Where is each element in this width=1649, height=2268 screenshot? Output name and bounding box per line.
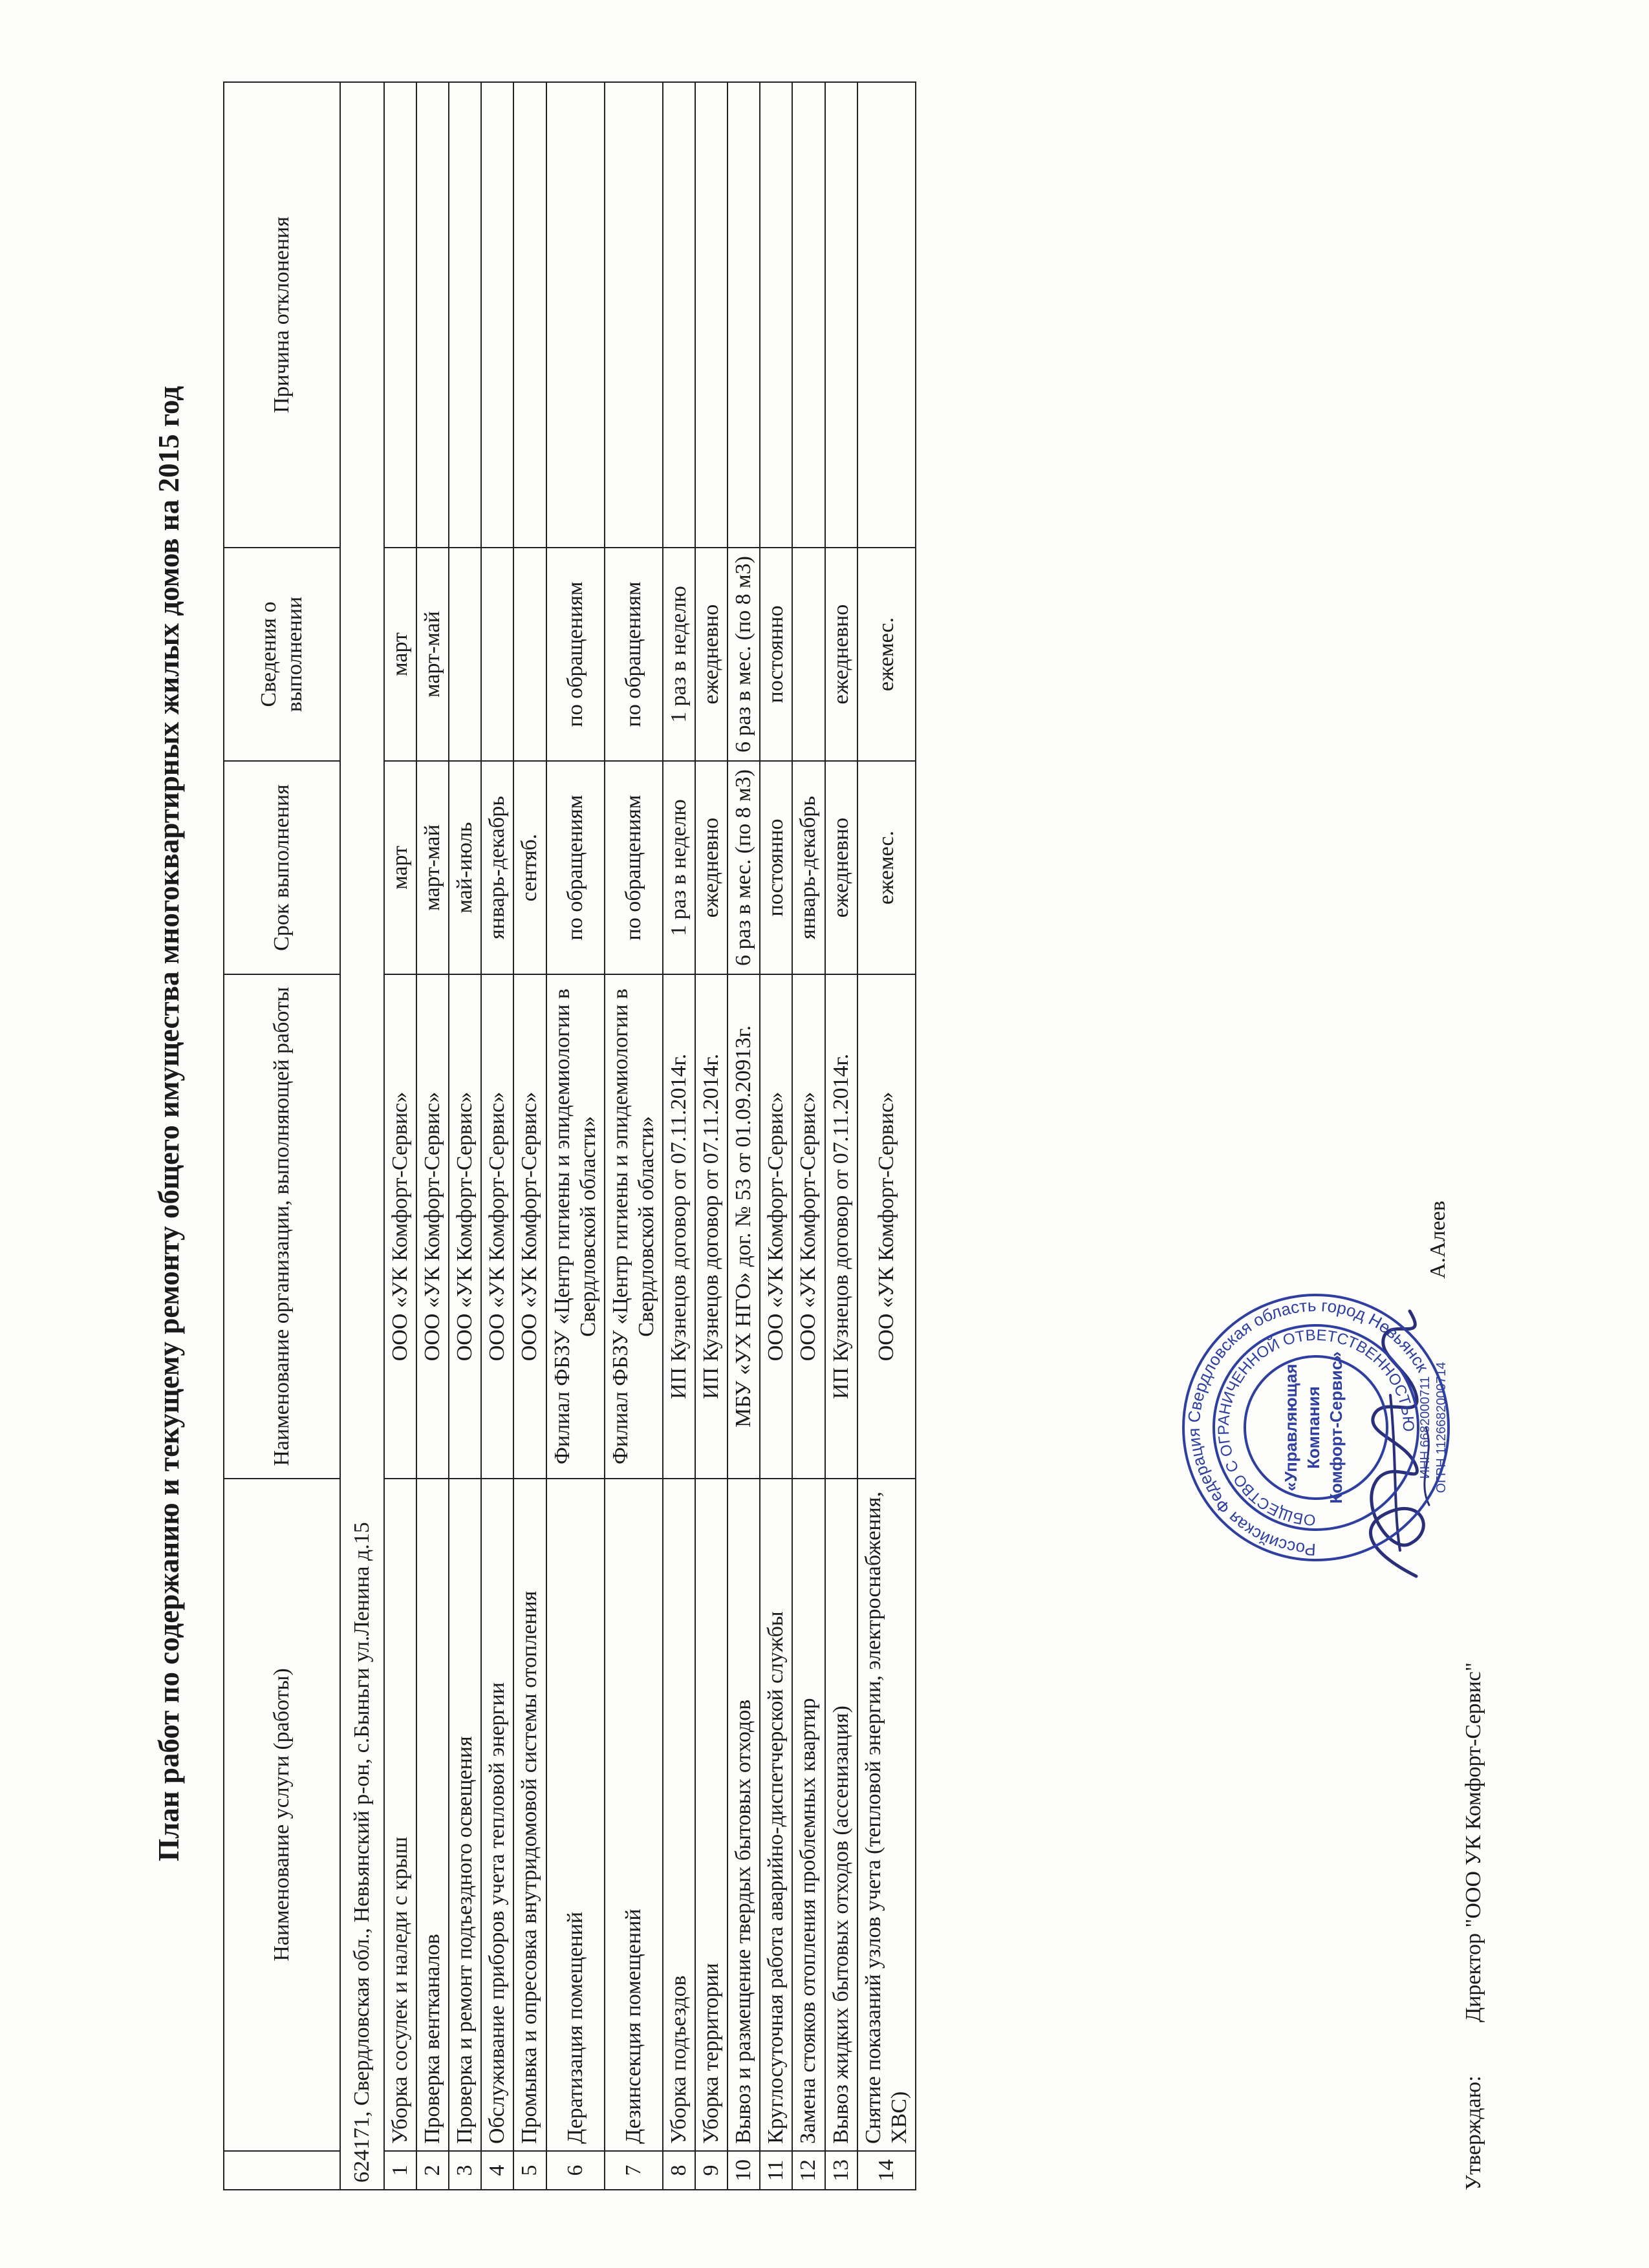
cell-num: 1 xyxy=(384,2151,416,2190)
cell-service: Круглосуточная работа аварийно-диспетчерской службы xyxy=(760,1479,792,2151)
table-row xyxy=(384,82,416,2190)
cell-num: 5 xyxy=(513,2151,546,2190)
cell-term: сентяб. xyxy=(513,761,546,974)
cell-service: Вывоз жидких бытовых отходов (ассенизация) xyxy=(825,1479,857,2151)
cell-service: Промывка и опресовка внутридомовой системы отопления xyxy=(513,1479,546,2151)
seal-ring-text: ОБЩЕСТВО С ОГРАНИЧЕННОЙ ОТВЕТСТВЕННОСТЬЮ xyxy=(1214,1326,1417,1529)
table-row xyxy=(695,82,727,2190)
cell-done: ежедневно xyxy=(695,548,727,761)
cell-done: ежедневно xyxy=(825,548,857,761)
cell-num: 11 xyxy=(760,2151,792,2190)
cell-num: 4 xyxy=(481,2151,513,2190)
cell-organization: ООО «УК Комфорт-Сервис» xyxy=(857,974,916,1479)
company-seal xyxy=(1174,1285,1458,1570)
cell-service: Замена стояков отопления проблемных квартир xyxy=(792,1479,824,2151)
director-position: Директор "ООО УК Комфорт-Сервис" xyxy=(1461,1662,1485,2022)
table-row xyxy=(513,82,546,2190)
cell-term: 6 раз в мес. (по 8 м3) xyxy=(727,761,760,974)
cell-reason xyxy=(449,82,481,548)
cell-service: Снятие показаний узлов учета (тепловой энергии, электроснабжения, ХВС) xyxy=(857,1479,916,2151)
table-row xyxy=(416,82,449,2190)
cell-term: март-май xyxy=(416,761,449,974)
cell-num: 3 xyxy=(449,2151,481,2190)
cell-service: Дезинсекция помещений xyxy=(605,1479,663,2151)
cell-reason xyxy=(416,82,449,548)
cell-num: 8 xyxy=(663,2151,695,2190)
table-row xyxy=(546,82,605,2190)
table-row xyxy=(727,82,760,2190)
cell-term: январь-декабрь xyxy=(792,761,824,974)
cell-service: Проверка и ремонт подъездного освещения xyxy=(449,1479,481,2151)
approve-label: Утверждаю: xyxy=(1461,2075,1485,2190)
cell-done xyxy=(513,548,546,761)
header-term: Срок выполнения xyxy=(224,761,340,974)
cell-reason xyxy=(546,82,605,548)
cell-term: ежедневно xyxy=(695,761,727,974)
cell-done: март xyxy=(384,548,416,761)
director-name: А.Алеев xyxy=(1426,1201,1450,1279)
header-row xyxy=(224,82,340,2190)
cell-term: май-июль xyxy=(449,761,481,974)
cell-done: 1 раз в неделю xyxy=(663,548,695,761)
cell-organization: ООО «УК Комфорт-Сервис» xyxy=(481,974,513,1479)
cell-reason xyxy=(760,82,792,548)
cell-num: 13 xyxy=(825,2151,857,2190)
seal-center-line2: Компания xyxy=(1304,1386,1323,1469)
cell-service: Вывоз и размещение твердых бытовых отходов xyxy=(727,1479,760,2151)
cell-done: по обращениям xyxy=(546,548,605,761)
cell-organization: ООО «УК Комфорт-Сервис» xyxy=(513,974,546,1479)
cell-reason xyxy=(857,82,916,548)
cell-organization: ИП Кузнецов договор от 07.11.2014г. xyxy=(663,974,695,1479)
cell-done: 6 раз в мес. (по 8 м3) xyxy=(727,548,760,761)
cell-done: март-май xyxy=(416,548,449,761)
cell-num: 2 xyxy=(416,2151,449,2190)
cell-reason xyxy=(727,82,760,548)
header-reason: Причина отклонения xyxy=(224,82,340,548)
cell-term: 1 раз в неделю xyxy=(663,761,695,974)
cell-done: по обращениям xyxy=(605,548,663,761)
building-address: 624171, Свердловская обл., Невьянский р-он, с.Быньги ул.Ленина д.15 xyxy=(340,82,384,2190)
table-row xyxy=(792,82,824,2190)
table-row xyxy=(449,82,481,2190)
cell-reason xyxy=(605,82,663,548)
cell-service: Дератизация помещений xyxy=(546,1479,605,2151)
cell-term: по обращениям xyxy=(605,761,663,974)
cell-service: Уборка подъездов xyxy=(663,1479,695,2151)
cell-term: январь-декабрь xyxy=(481,761,513,974)
cell-service: Уборка территории xyxy=(695,1479,727,2151)
work-plan-table xyxy=(223,81,916,2190)
cell-done xyxy=(792,548,824,761)
cell-reason xyxy=(695,82,727,548)
cell-organization: ООО «УК Комфорт-Сервис» xyxy=(792,974,824,1479)
cell-organization: ИП Кузнецов договор от 07.11.2014г. xyxy=(825,974,857,1479)
cell-num: 14 xyxy=(857,2151,916,2190)
seal-outer-text: Российская Федерация Свердловская область город Невьянск xyxy=(1183,1295,1433,1560)
seal-center-line3: Комфорт-Сервис» xyxy=(1326,1351,1346,1504)
cell-organization: МБУ «УХ НГО» дог. № 53 от 01.09.20913г. xyxy=(727,974,760,1479)
header-organization: Наименование организации, выполняющей работы xyxy=(224,974,340,1479)
cell-done: постоянно xyxy=(760,548,792,761)
cell-reason xyxy=(513,82,546,548)
table-row xyxy=(663,82,695,2190)
header-service: Наименование услуги (работы) xyxy=(224,1479,340,2151)
cell-reason xyxy=(663,82,695,548)
cell-term: по обращениям xyxy=(546,761,605,974)
cell-num: 9 xyxy=(695,2151,727,2190)
cell-num: 7 xyxy=(605,2151,663,2190)
cell-service: Обслуживание приборов учета тепловой энергии xyxy=(481,1479,513,2151)
cell-term: март xyxy=(384,761,416,974)
cell-organization: Филиал ФБЗУ «Центр гигиены и эпидемиологии в Свердловской области» xyxy=(605,974,663,1479)
cell-organization: ООО «УК Комфорт-Сервис» xyxy=(416,974,449,1479)
cell-reason xyxy=(481,82,513,548)
cell-done xyxy=(481,548,513,761)
table-row xyxy=(857,82,916,2190)
cell-service: Проверка вентканалов xyxy=(416,1479,449,2151)
cell-organization: ИП Кузнецов договор от 07.11.2014г. xyxy=(695,974,727,1479)
cell-organization: ООО «УК Комфорт-Сервис» xyxy=(384,974,416,1479)
address-row xyxy=(340,82,384,2190)
seal-ogrn: ОГРН 1126682000714 xyxy=(1434,1362,1449,1493)
cell-num: 10 xyxy=(727,2151,760,2190)
cell-done: ежемес. xyxy=(857,548,916,761)
cell-organization: Филиал ФБЗУ «Центр гигиены и эпидемиологии в Свердловской области» xyxy=(546,974,605,1479)
cell-organization: ООО «УК Комфорт-Сервис» xyxy=(449,974,481,1479)
table-row xyxy=(760,82,792,2190)
seal-inn: ИНН 6682000711 xyxy=(1418,1376,1432,1479)
cell-num: 12 xyxy=(792,2151,824,2190)
table-row xyxy=(481,82,513,2190)
cell-term: постоянно xyxy=(760,761,792,974)
document-title: План работ по содержанию и текущему ремонту общего имущества многоквартирных жилых домов на 2015 год xyxy=(153,386,185,1861)
cell-service: Уборка сосулек и наледи с крыш xyxy=(384,1479,416,2151)
seal-center-line1: «Управляющая xyxy=(1281,1364,1300,1492)
cell-reason xyxy=(384,82,416,548)
cell-reason xyxy=(792,82,824,548)
cell-reason xyxy=(825,82,857,548)
header-done: Сведения о выполнении xyxy=(224,548,340,761)
table-row xyxy=(825,82,857,2190)
cell-term: ежедневно xyxy=(825,761,857,974)
cell-num: 6 xyxy=(546,2151,605,2190)
cell-term: ежемес. xyxy=(857,761,916,974)
table-row xyxy=(605,82,663,2190)
cell-organization: ООО «УК Комфорт-Сервис» xyxy=(760,974,792,1479)
header-num xyxy=(224,2151,340,2190)
cell-done xyxy=(449,548,481,761)
